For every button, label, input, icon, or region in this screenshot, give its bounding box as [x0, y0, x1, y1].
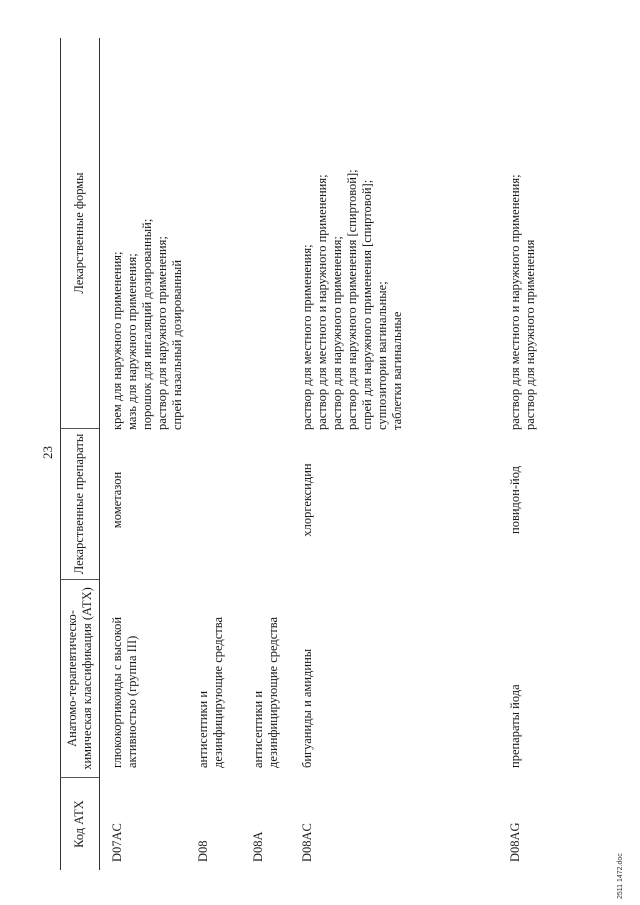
header-divider [60, 777, 99, 778]
row-forms [110, 38, 185, 430]
row-classification: бигуаниды и амидины [300, 648, 314, 768]
row-forms [300, 38, 405, 430]
row-code: D08AG [508, 822, 522, 862]
header-code: Код АТХ [72, 800, 86, 848]
row-drug: повидон-йод [508, 466, 522, 534]
table-header-rule [99, 38, 100, 870]
row-code: D08 [196, 840, 210, 862]
row-drug: хлоргексидин [300, 463, 314, 537]
row-code: D08A [251, 831, 265, 862]
dosage-form: спрей назальный дозированный [170, 259, 184, 430]
row-forms [508, 38, 538, 430]
header-classification: Анатомо-терапевтическо-химическая классификация (АТХ) [64, 587, 94, 770]
atc-table [60, 38, 612, 870]
dosage-form: раствор для наружного применения; [155, 236, 169, 430]
header-divider [60, 579, 99, 580]
row-classification: антисептики и дезинфицирующие средства [196, 616, 225, 768]
page-number: 23 [40, 446, 55, 459]
header-divider [60, 428, 99, 429]
dosage-form: раствор для наружного применения [523, 239, 537, 430]
row-classification: глюкокортикоиды с высокой активностью (группа III) [110, 616, 139, 768]
header-drugs: Лекарственные препараты [72, 433, 86, 575]
dosage-form: суппозитории вагинальные; [375, 281, 389, 430]
header-forms: Лекарственные формы [72, 172, 86, 294]
dosage-form: спрей для наружного применения [спиртовой]; [360, 179, 374, 430]
row-drug: мометазон [110, 471, 124, 529]
dosage-form: раствор для наружного применения [спиртовой]; [345, 169, 359, 430]
row-code: D07AC [110, 823, 124, 862]
row-code: D08AC [300, 823, 314, 862]
dosage-form: таблетки вагинальные [390, 311, 404, 430]
dosage-form: раствор для наружного применения; [330, 236, 344, 430]
dosage-form: раствор для местного и наружного применения; [508, 174, 522, 430]
table-header [60, 38, 99, 870]
dosage-form: крем для наружного применения; [110, 251, 124, 430]
dosage-form: мазь для наружного применения; [125, 253, 139, 430]
dosage-form: раствор для местного и наружного применения; [315, 174, 329, 430]
row-classification: препараты йода [508, 684, 522, 768]
dosage-form: раствор для местного применения; [300, 244, 314, 430]
row-classification: антисептики и дезинфицирующие средства [251, 616, 280, 768]
document-id: 2511 1472.doc [617, 853, 624, 899]
dosage-form: порошок для ингаляций дозированный; [140, 218, 154, 430]
